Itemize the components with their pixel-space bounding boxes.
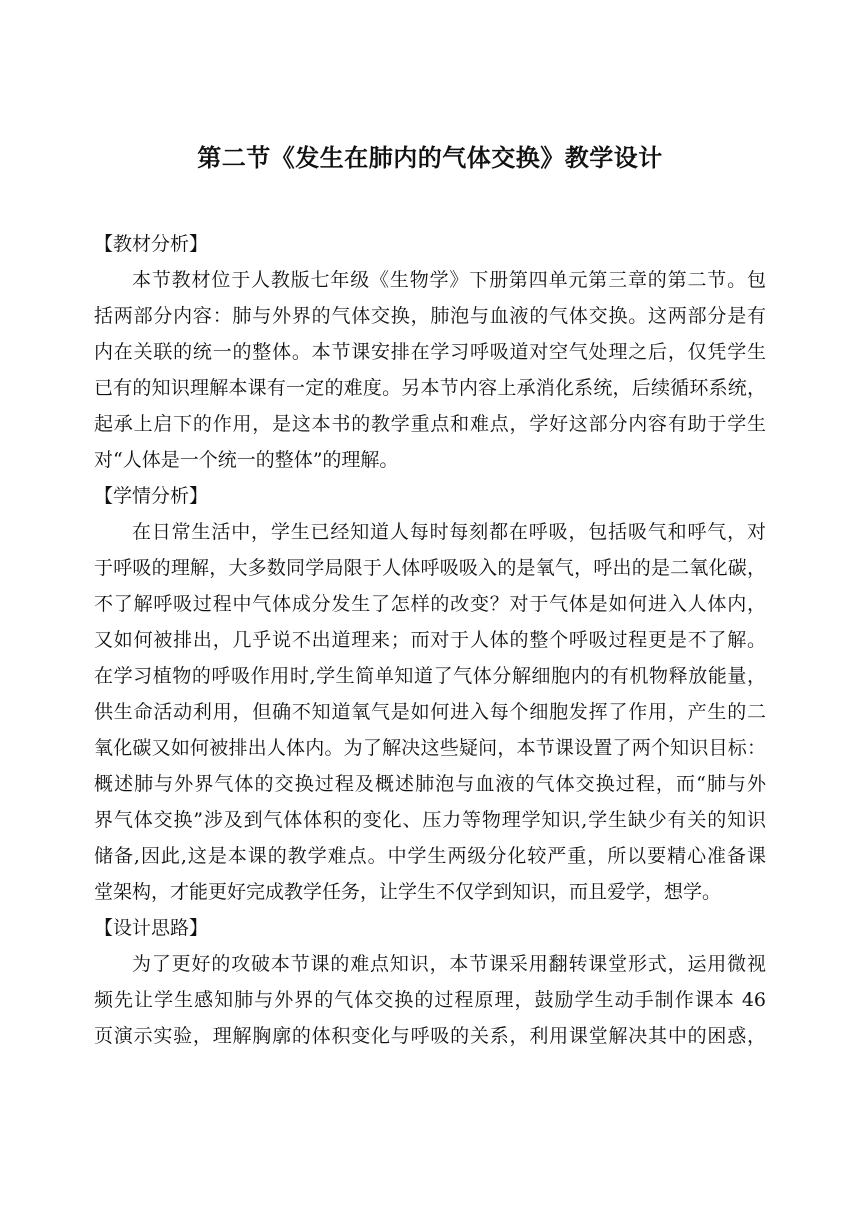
- section-textbook-analysis: [94, 226, 766, 478]
- text-line: 本节教材位于人教版七年级《生物学》下册第四单元第三章的第二节。包: [132, 269, 766, 291]
- section-heading: 【设计思路】: [94, 917, 209, 939]
- text-line: 供生命活动利用，但确不知道氧气是如何进入每个细胞发挥了作用，产生的二: [94, 701, 766, 723]
- document-title: 第二节《发生在肺内的气体交换》教学设计: [197, 144, 663, 172]
- section-heading: 【教材分析】: [94, 233, 209, 255]
- text-line: 内在关联的统一的整体。本节课安排在学习呼吸道对空气处理之后，仅凭学生: [94, 341, 766, 363]
- text-line: 储备,因此,这是本课的教学难点。中学生两级分化较严重，所以要精心准备课: [94, 845, 766, 867]
- text-line: 又如何被排出，几乎说不出道理来；而对于人体的整个呼吸过程更是不了解。: [94, 629, 766, 651]
- text-line: 于呼吸的理解，大多数同学局限于人体呼吸吸入的是氧气，呼出的是二氧化碳，: [94, 557, 766, 579]
- text-line: 对“人体是一个统一的整体”的理解。: [94, 449, 399, 471]
- text-line: 已有的知识理解本课有一定的难度。另本节内容上承消化系统，后续循环系统，: [94, 377, 766, 399]
- section-design-approach: [94, 910, 766, 1054]
- text-line: 括两部分内容：肺与外界的气体交换，肺泡与血液的气体交换。这两部分是有: [94, 305, 766, 327]
- document-body: [94, 226, 766, 1054]
- text-line: 氧化碳又如何被排出人体内。为了解决这些疑问，本节课设置了两个知识目标：: [94, 737, 766, 759]
- section-paragraph: [94, 262, 766, 478]
- section-student-analysis: [94, 478, 766, 910]
- text-line: 起承上启下的作用，是这本书的教学重点和难点，学好这部分内容有助于学生: [94, 413, 766, 435]
- text-line: 界气体交换”涉及到气体体积的变化、压力等物理学知识,学生缺少有关的知识: [94, 809, 766, 831]
- text-line: 概述肺与外界气体的交换过程及概述肺泡与血液的气体交换过程，而“肺与外: [94, 773, 766, 795]
- text-line: 页演示实验，理解胸廓的体积变化与呼吸的关系，利用课堂解决其中的困惑，: [94, 1025, 766, 1047]
- text-line: 堂架构，才能更好完成教学任务，让学生不仅学到知识，而且爱学，想学。: [94, 881, 722, 903]
- text-line: 频先让学生感知肺与外界的气体交换的过程原理，鼓励学生动手制作课本 46: [94, 989, 766, 1011]
- section-paragraph: [94, 514, 766, 910]
- text-line: 不了解呼吸过程中气体成分发生了怎样的改变？对于气体是如何进入人体内，: [94, 593, 766, 615]
- text-line: 在日常生活中，学生已经知道人每时每刻都在呼吸，包括吸气和呼气，对: [132, 521, 766, 543]
- text-line: 为了更好的攻破本节课的难点知识，本节课采用翻转课堂形式，运用微视: [132, 953, 766, 975]
- section-heading: 【学情分析】: [94, 485, 209, 507]
- text-line: 在学习植物的呼吸作用时,学生简单知道了气体分解细胞内的有机物释放能量，: [94, 665, 766, 687]
- section-paragraph: [94, 946, 766, 1054]
